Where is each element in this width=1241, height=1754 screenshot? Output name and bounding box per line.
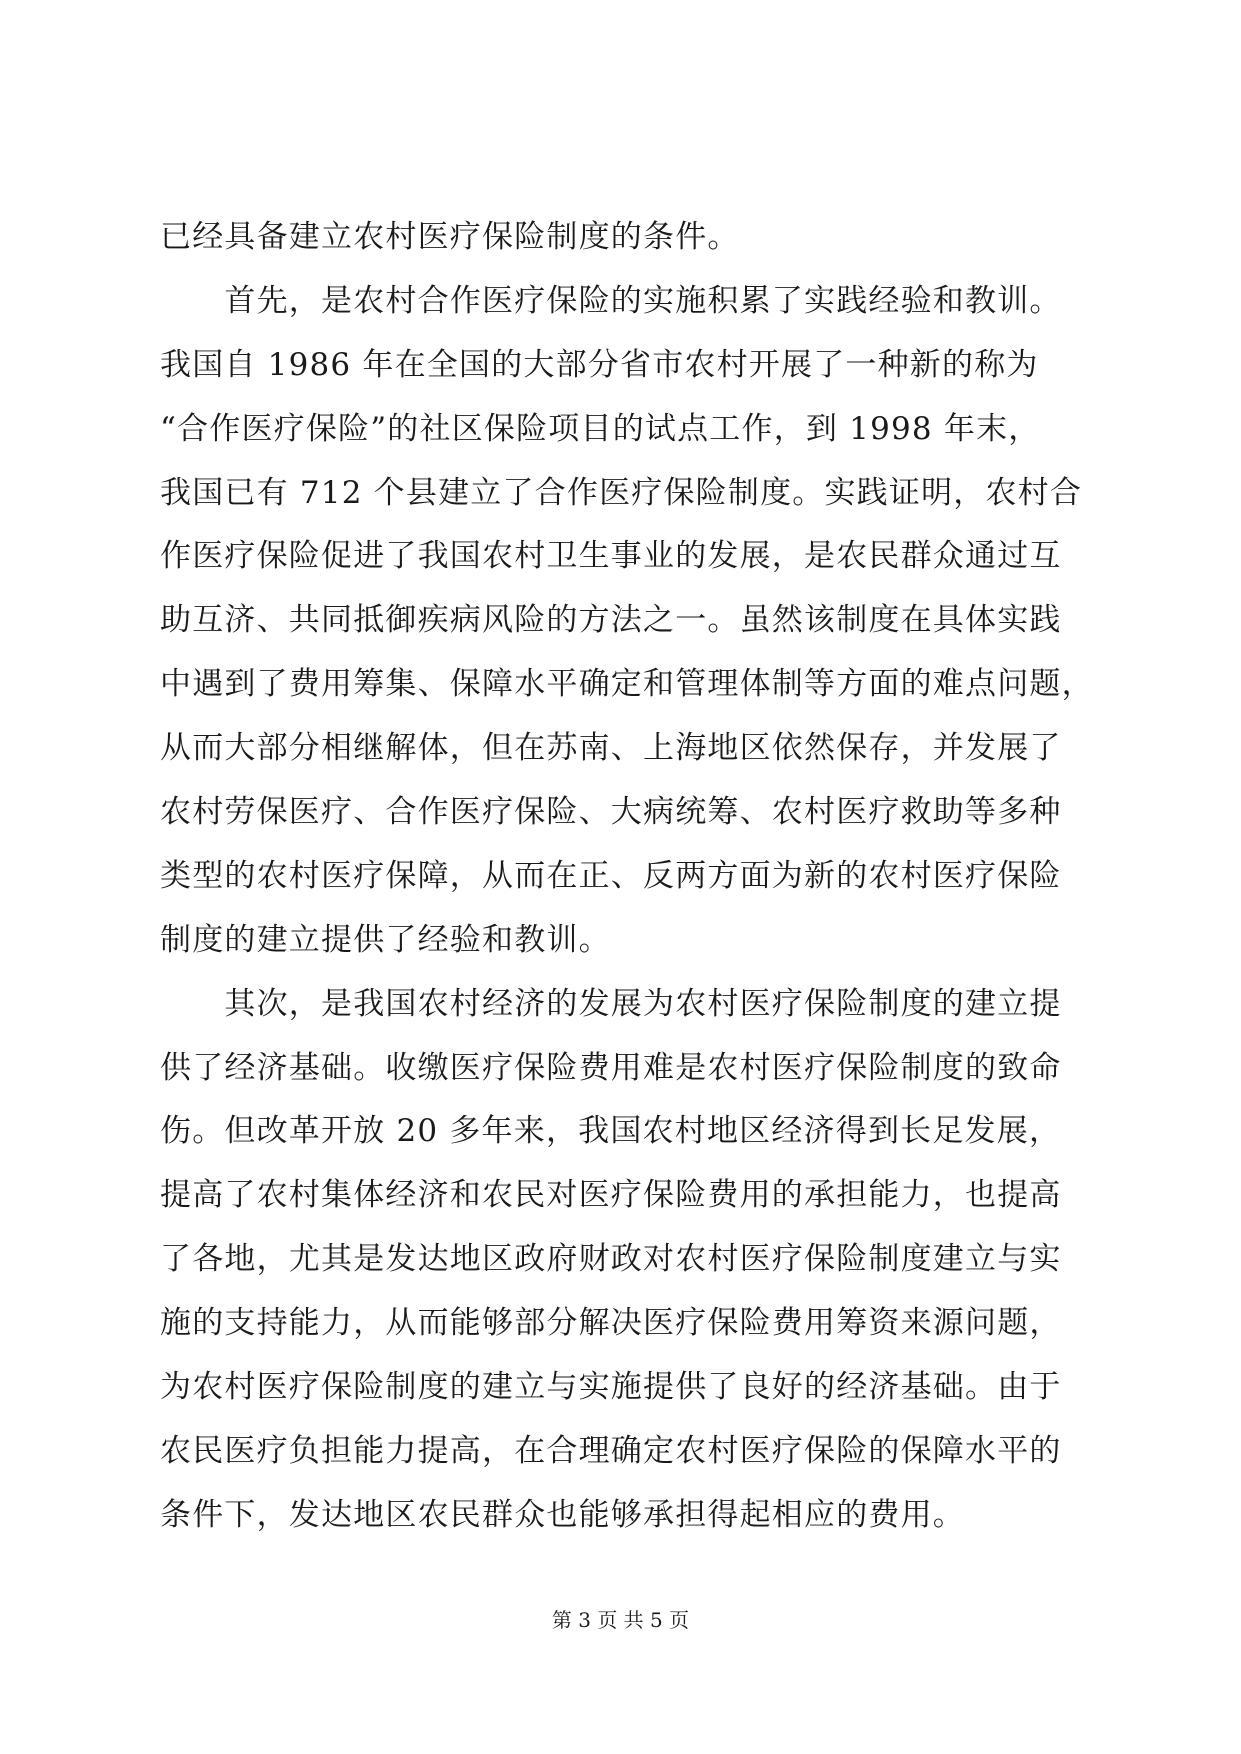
text-line: 已经具备建立农村医疗保险制度的条件。: [160, 219, 740, 255]
text-line: 为农村医疗保险制度的建立与实施提供了良好的经济基础。由于: [160, 1369, 1062, 1406]
text-line: 条件下，发达地区农民群众也能够承担得起相应的费用。: [160, 1496, 965, 1533]
text-line: 了各地，尤其是发达地区政府财政对农村医疗保险制度建立与实: [160, 1241, 1062, 1278]
body-text: [160, 206, 1100, 1548]
text-line: “合作医疗保险”的社区保险项目的试点工作，到 1998 年末，: [160, 410, 1041, 447]
text-line: 提高了农村集体经济和农民对医疗保险费用的承担能力，也提高: [160, 1177, 1062, 1214]
text-line: 首先，是农村合作医疗保险的实施积累了实践经验和教训。: [160, 282, 1062, 319]
text-line: 农村劳保医疗、合作医疗保险、大病统筹、农村医疗救助等多种: [160, 794, 1062, 831]
text-line: 我国自 1986 年在全国的大部分省市农村开展了一种新的称为: [160, 346, 1039, 383]
text-line: 从而大部分相继解体，但在苏南、上海地区依然保存，并发展了: [160, 730, 1062, 767]
text-line: 类型的农村医疗保障，从而在正、反两方面为新的农村医疗保险: [160, 857, 1062, 894]
text-line: 供了经济基础。收缴医疗保险费用难是农村医疗保险制度的致命: [160, 1049, 1062, 1086]
text-line: 中遇到了费用筹集、保障水平确定和管理体制等方面的难点问题，: [160, 666, 1094, 703]
text-line: 制度的建立提供了经验和教训。: [160, 921, 611, 958]
text-line: 作医疗保险促进了我国农村卫生事业的发展，是农民群众通过互: [160, 538, 1062, 575]
text-line: 农民医疗负担能力提高，在合理确定农村医疗保险的保障水平的: [160, 1432, 1062, 1469]
page-number-footer: 第 3 页 共 5 页: [551, 1608, 690, 1632]
text-line: 伤。但改革开放 20 多年来，我国农村地区经济得到长足发展，: [160, 1113, 1062, 1150]
text-line: 其次，是我国农村经济的发展为农村医疗保险制度的建立提: [160, 985, 1062, 1022]
text-line: 施的支持能力，从而能够部分解决医疗保险费用筹资来源问题，: [160, 1305, 1062, 1342]
text-line: 助互济、共同抵御疾病风险的方法之一。虽然该制度在具体实践: [160, 602, 1062, 639]
text-line: 我国已有 712 个县建立了合作医疗保险制度。实践证明，农村合: [160, 474, 1083, 511]
